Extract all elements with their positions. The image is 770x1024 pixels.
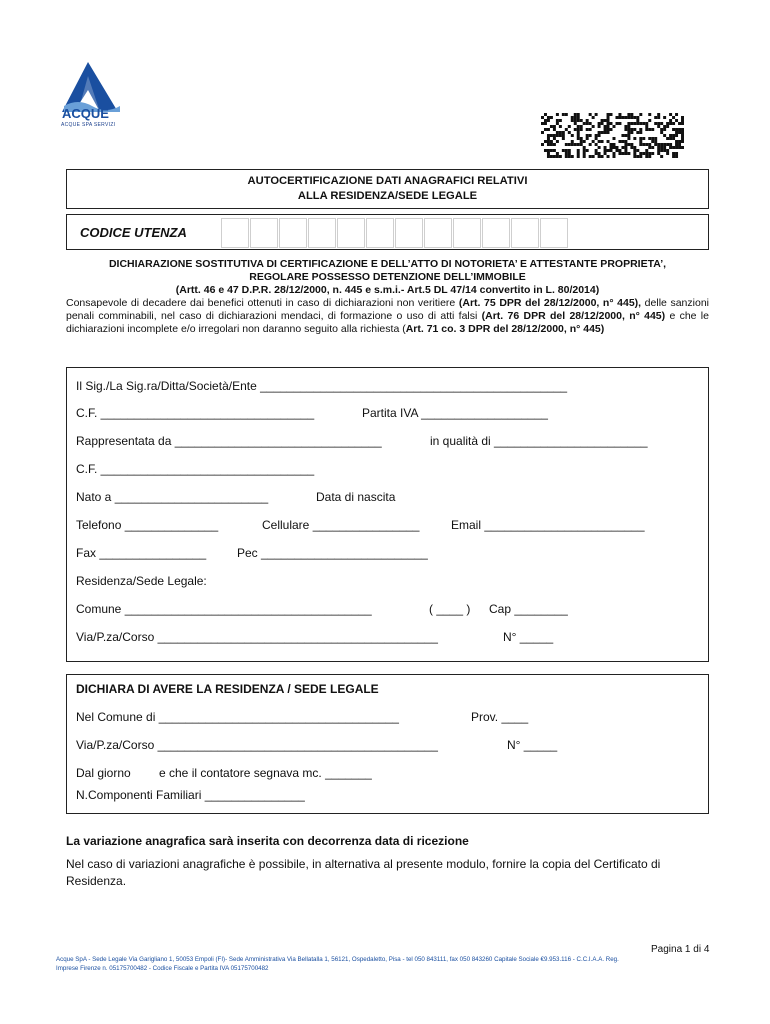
page-number: Pagina 1 di 4 (651, 944, 710, 955)
declaration-heading-line1: DICHIARAZIONE SOSTITUTIVA DI CERTIFICAZIONE E DELL’ATTO DI NOTORIETA’ E ATTESTANTE PROPRIETA’, (108, 258, 667, 270)
residence-label: Residenza/Sede Legale: (76, 574, 207, 588)
declared-province-field[interactable]: Prov. ____ (471, 710, 529, 724)
mobile-field[interactable]: Cellulare ________________ (262, 518, 420, 532)
declaration-text-3: e che le dichiarazioni incomplete e/o irregolari non daranno seguito alla richiesta ( (66, 310, 709, 335)
declared-municipality-field[interactable]: Nel Comune di ____________________________________ (76, 710, 399, 724)
declaration-heading-line2: REGOLARE POSSESSO DETENZIONE DELL’IMMOBILE (249, 271, 526, 283)
codice-utenza-cell[interactable] (540, 218, 568, 248)
codice-utenza-box (66, 214, 709, 250)
codice-utenza-cell[interactable] (511, 218, 539, 248)
codice-utenza-label: CODICE UTENZA (80, 225, 187, 240)
pec-field[interactable]: Pec _________________________ (237, 546, 428, 560)
codice-utenza-cell[interactable] (250, 218, 278, 248)
capacity-field[interactable]: in qualità di _______________________ (430, 434, 648, 448)
codice-utenza-cell[interactable] (221, 218, 249, 248)
meter-reading-field[interactable]: e che il contatore segnava mc. _______ (159, 766, 372, 780)
variation-body: Nel caso di variazioni anagrafiche è possibile, in alternativa al presente modulo, fornire la copia del Certificato di Residenza. (66, 857, 661, 888)
province-field[interactable]: ( ____ ) (429, 602, 471, 616)
residence-declaration-title: DICHIARA DI AVERE LA RESIDENZA / SEDE LEGALE (76, 682, 379, 696)
declaration-body (66, 297, 709, 336)
declaration-ref-3: Art. 71 co. 3 DPR del 28/12/2000, n° 445) (405, 323, 605, 335)
logo-subtext: ACQUE SPA SERVIZI (61, 122, 116, 128)
company-footer (56, 956, 716, 973)
logo-text: ACQUE (62, 106, 109, 121)
from-date-field[interactable]: Dal giorno (76, 766, 131, 780)
applicant-name-field[interactable]: Il Sig./La Sig.ra/Ditta/Società/Ente ______________________________________________ (76, 379, 568, 393)
phone-field[interactable]: Telefono ______________ (76, 518, 219, 532)
municipality-field[interactable]: Comune _____________________________________ (76, 602, 372, 616)
postal-code-field[interactable]: Cap ________ (489, 602, 568, 616)
representative-fiscal-code-field[interactable]: C.F. ________________________________ (76, 462, 315, 476)
household-members-field[interactable]: N.Componenti Familiari _______________ (76, 788, 305, 802)
street-field[interactable]: Via/P.za/Corso __________________________________________ (76, 630, 438, 644)
represented-by-field[interactable]: Rappresentata da _______________________________ (76, 434, 382, 448)
codice-utenza-cell[interactable] (424, 218, 452, 248)
street-number-field[interactable]: N° _____ (503, 630, 554, 644)
birthdate-field[interactable]: Data di nascita (316, 490, 396, 504)
codice-utenza-cell[interactable] (366, 218, 394, 248)
document-title-line1: AUTOCERTIFICAZIONE DATI ANAGRAFICI RELATIVI (247, 175, 528, 187)
footer-line1: Acque SpA - Sede Legale Via Garigliano 1, 50053 Empoli (FI)- Sede Amministrativa Via Bellatalla 1, 56121, Ospedaletto, Pisa - tel 050 843111, fax 050 843260 Capitale Sociale €9.953.116 - C.C.I.A.A. Reg. (56, 956, 619, 963)
document-title-box (66, 169, 709, 209)
codice-utenza-cell[interactable] (308, 218, 336, 248)
declaration-text-1: Consapevole di decadere dai benefici ottenuti in caso di dichiarazioni non veritiere (66, 297, 459, 309)
declaration-heading-line3: (Artt. 46 e 47 D.P.R. 28/12/2000, n. 445 e s.m.i.- Art.5 DL 47/14 convertito in L. 80/2014) (175, 284, 600, 296)
variation-title: La variazione anagrafica sarà inserita con decorrenza data di ricezione (66, 834, 469, 848)
declared-street-number-field[interactable]: N° _____ (507, 738, 558, 752)
declaration-ref-1: (Art. 75 DPR del 28/12/2000, n° 445), (458, 297, 642, 309)
codice-utenza-cell[interactable] (279, 218, 307, 248)
codice-utenza-cell[interactable] (337, 218, 365, 248)
fiscal-code-field[interactable]: C.F. ________________________________ (76, 406, 315, 420)
codice-utenza-cell[interactable] (453, 218, 481, 248)
codice-utenza-cell[interactable] (395, 218, 423, 248)
email-field[interactable]: Email ________________________ (451, 518, 645, 532)
footer-line2: Imprese Firenze n. 05175700482 - Codice Fiscale e Partita IVA 05175700482 (56, 964, 269, 972)
residence-declaration-box (66, 674, 709, 814)
declaration-text-2: delle sanzioni penali comminabili, nel caso di dichiarazioni mendaci, di formazione o uso di atti falsi (66, 297, 709, 322)
fax-field[interactable]: Fax ________________ (76, 546, 207, 560)
declaration-heading (66, 258, 709, 297)
personal-data-form (66, 367, 709, 662)
qr-code-icon (541, 113, 684, 158)
declared-street-field[interactable]: Via/P.za/Corso __________________________________________ (76, 738, 438, 752)
vat-number-field[interactable]: Partita IVA ___________________ (362, 406, 548, 420)
codice-utenza-cell[interactable] (482, 218, 510, 248)
declaration-ref-2: (Art. 76 DPR del 28/12/2000, n° 445) (481, 310, 666, 322)
document-title-line2: ALLA RESIDENZA/SEDE LEGALE (297, 190, 478, 202)
birthplace-field[interactable]: Nato a _______________________ (76, 490, 269, 504)
codice-utenza-cells[interactable] (220, 218, 568, 248)
